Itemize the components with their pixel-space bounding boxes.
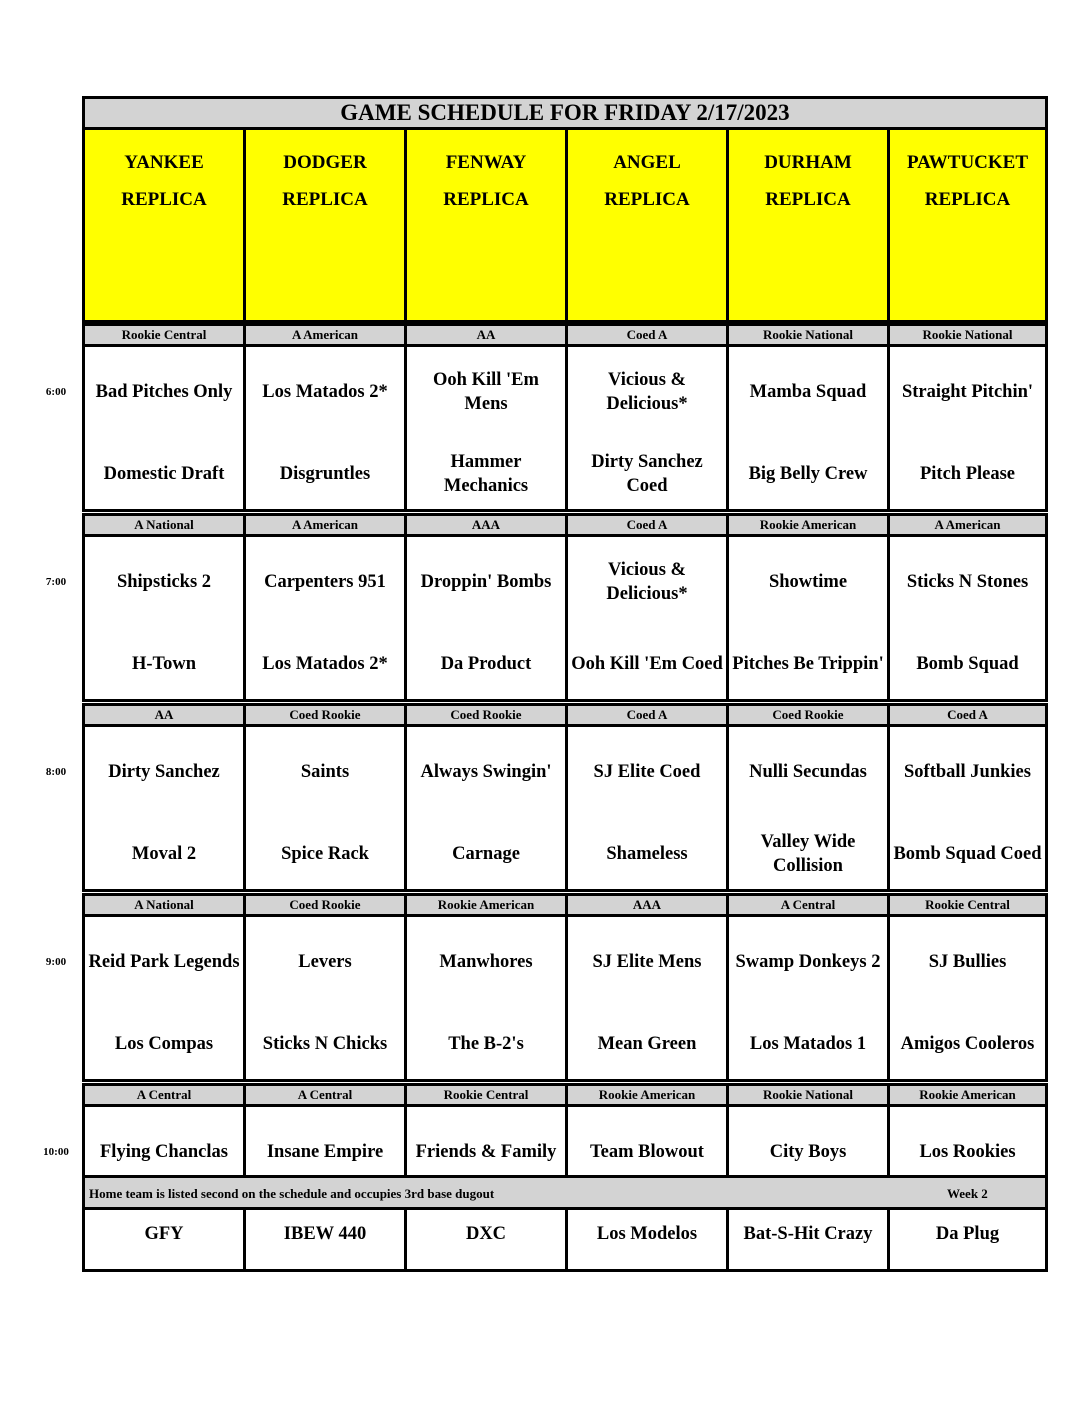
home-team [568, 1210, 726, 1258]
away-team [890, 1128, 1045, 1176]
away-team [246, 748, 404, 796]
team-name: SJ Elite Coed [593, 762, 701, 782]
division-label: A Central [82, 1083, 246, 1107]
away-team [407, 558, 565, 606]
home-team [246, 450, 404, 498]
field-header-row [82, 127, 1048, 323]
division-label: A American [243, 323, 407, 347]
away-team [407, 1128, 565, 1176]
game-cell [887, 724, 1048, 892]
away-team [729, 1128, 887, 1176]
home-team [729, 830, 887, 878]
game-cell [404, 344, 568, 512]
away-team [246, 368, 404, 416]
division-label: Coed A [565, 703, 729, 727]
game-cell [565, 724, 729, 892]
game-cell [565, 914, 729, 1082]
division-label: Rookie American [404, 893, 568, 917]
team-name: Flying Chanclas [100, 1142, 228, 1162]
team-name: Bad Pitches Only [95, 382, 233, 402]
away-team [246, 1128, 404, 1176]
home-team [890, 450, 1045, 498]
team-name: Shipsticks 2 [116, 572, 212, 592]
field-subtitle: REPLICA [765, 189, 851, 210]
team-name: Mean Green [597, 1034, 697, 1054]
team-name: Levers [298, 952, 352, 972]
game-cell [565, 344, 729, 512]
division-label: A American [243, 513, 407, 537]
team-name: Dirty Sanchez [108, 762, 220, 782]
game-cell [726, 344, 890, 512]
team-name: DXC [465, 1224, 507, 1244]
division-label: A National [82, 893, 246, 917]
team-name: Sticks N Chicks [262, 1034, 388, 1054]
home-team [246, 640, 404, 688]
away-team [85, 558, 243, 606]
team-name: Reid Park Legends [88, 952, 240, 972]
away-team [890, 368, 1045, 416]
home-team [407, 450, 565, 498]
away-team [890, 938, 1045, 986]
game-cell [82, 724, 246, 892]
away-team [246, 938, 404, 986]
time-label: 7:00 [45, 576, 67, 588]
away-team [407, 938, 565, 986]
away-team [85, 368, 243, 416]
game-cell [82, 344, 246, 512]
game-row [82, 914, 1048, 1082]
team-name: Nulli Secundas [749, 762, 867, 782]
game-cell [887, 914, 1048, 1082]
division-label: A Central [726, 893, 890, 917]
team-name: SJ Elite Mens [592, 952, 702, 972]
game-cell [243, 914, 407, 1082]
team-name: The B-2's [448, 1034, 524, 1054]
footer-note: Home team is listed second on the schedule and occupies 3rd base dugout [89, 1186, 495, 1201]
team-name: Insane Empire [266, 1142, 384, 1162]
team-name: Los Matados 2* [262, 382, 388, 402]
game-cell [243, 344, 407, 512]
team-name: Bomb Squad [916, 654, 1019, 674]
game-row [82, 534, 1048, 702]
team-name: Friends & Family [415, 1142, 557, 1162]
team-name: Swamp Donkeys 2 [735, 952, 881, 972]
team-name: Carnage [452, 844, 520, 864]
division-label: Coed Rookie [243, 893, 407, 917]
home-team [85, 1210, 243, 1258]
team-name: Valley Wide Collision [760, 832, 856, 876]
away-team [85, 748, 243, 796]
home-team [890, 1210, 1045, 1258]
field-name: PAWTUCKET [906, 152, 1029, 173]
field-subtitle: REPLICA [604, 189, 690, 210]
away-team [890, 748, 1045, 796]
division-label: A National [82, 513, 246, 537]
field-subtitle: REPLICA [443, 189, 529, 210]
team-name: Shameless [606, 844, 688, 864]
division-label: Rookie National [726, 323, 890, 347]
home-team [246, 830, 404, 878]
team-name: Pitch Please [919, 464, 1016, 484]
week-label: Week 2 [947, 1186, 988, 1201]
field-header-yankee [82, 127, 246, 323]
home-team [85, 830, 243, 878]
division-label: Coed A [887, 703, 1048, 727]
away-team [85, 938, 243, 986]
time-label: 8:00 [45, 766, 67, 778]
team-name: Los Matados 2* [262, 654, 388, 674]
division-label: Rookie Central [82, 323, 246, 347]
away-team [568, 1128, 726, 1176]
home-team [890, 640, 1045, 688]
field-header-fenway [404, 127, 568, 323]
away-team [407, 368, 565, 416]
field-name: YANKEE [124, 152, 204, 173]
team-name: Softball Junkies [904, 762, 1031, 782]
home-team [890, 830, 1045, 878]
home-team [729, 1210, 887, 1258]
home-team [890, 1020, 1045, 1068]
team-name: Team Blowout [590, 1142, 704, 1162]
away-team [890, 558, 1045, 606]
away-team [729, 748, 887, 796]
home-team [246, 1210, 404, 1258]
game-row [82, 724, 1048, 892]
game-cell [726, 534, 890, 702]
division-label: Coed A [565, 513, 729, 537]
team-name: H-Town [131, 654, 197, 674]
schedule-title: GAME SCHEDULE FOR FRIDAY 2/17/2023 [82, 96, 1048, 130]
division-label: Rookie American [726, 513, 890, 537]
team-name: GFY [144, 1224, 184, 1244]
game-cell [82, 534, 246, 702]
field-header-angel [565, 127, 729, 323]
game-cell [404, 914, 568, 1082]
team-name: Spice Rack [281, 844, 369, 864]
team-name: Straight Pitchin' [901, 382, 1034, 402]
team-name: Saints [300, 762, 350, 782]
field-name: DURHAM [764, 152, 852, 173]
away-team [85, 1128, 243, 1176]
time-label: 6:00 [45, 386, 67, 398]
team-name: Los Modelos [596, 1224, 698, 1244]
home-team [568, 830, 726, 878]
team-name: Da Product [440, 654, 532, 674]
team-name: Mamba Squad [749, 382, 867, 402]
team-name: IBEW 440 [283, 1224, 367, 1244]
division-label: AA [404, 323, 568, 347]
game-cell [726, 724, 890, 892]
home-team [729, 1020, 887, 1068]
game-cell [887, 344, 1048, 512]
team-name: City Boys [769, 1142, 847, 1162]
away-team [407, 748, 565, 796]
field-header-dodger [243, 127, 407, 323]
team-name: Droppin' Bombs [420, 572, 552, 592]
field-name: FENWAY [445, 152, 527, 173]
away-team [729, 938, 887, 986]
home-team [729, 640, 887, 688]
home-team [407, 1210, 565, 1258]
team-name: Ooh Kill 'Em Coed [571, 654, 723, 674]
division-label: AA [82, 703, 246, 727]
team-name: Big Belly Crew [748, 464, 868, 484]
home-team [407, 640, 565, 688]
team-name: Los Matados 1 [749, 1034, 867, 1054]
field-name: ANGEL [613, 152, 681, 173]
field-name: DODGER [283, 152, 367, 173]
team-name: Vicious & Delicious* [606, 560, 688, 604]
division-label: AAA [404, 513, 568, 537]
team-name: Los Compas [114, 1034, 214, 1054]
team-name: Domestic Draft [103, 464, 225, 484]
game-cell [404, 534, 568, 702]
division-label: Rookie National [726, 1083, 890, 1107]
division-label: Rookie American [565, 1083, 729, 1107]
home-team [729, 450, 887, 498]
home-team [85, 1020, 243, 1068]
division-label: AAA [565, 893, 729, 917]
game-cell [243, 724, 407, 892]
team-name: Amigos Cooleros [900, 1034, 1035, 1054]
home-team [246, 1020, 404, 1068]
team-name: Hammer Mechanics [443, 452, 529, 496]
field-subtitle: REPLICA [924, 189, 1011, 210]
division-label: A American [887, 513, 1048, 537]
division-label: Coed Rookie [726, 703, 890, 727]
game-cell [726, 914, 890, 1082]
division-label: A Central [243, 1083, 407, 1107]
away-team [568, 748, 726, 796]
game-cell [243, 534, 407, 702]
home-team [85, 640, 243, 688]
division-label: Coed A [565, 323, 729, 347]
away-team [246, 558, 404, 606]
field-subtitle: REPLICA [282, 189, 368, 210]
division-label: Coed Rookie [404, 703, 568, 727]
time-label: 9:00 [45, 956, 67, 968]
home-team [568, 640, 726, 688]
team-name: Pitches Be Trippin' [732, 654, 884, 674]
game-cell [82, 914, 246, 1082]
game-cell [887, 534, 1048, 702]
home-team [407, 830, 565, 878]
division-label: Coed Rookie [243, 703, 407, 727]
field-subtitle: REPLICA [121, 189, 207, 210]
home-team [407, 1020, 565, 1068]
division-label: Rookie National [887, 323, 1048, 347]
team-name: Los Rookies [919, 1142, 1016, 1162]
division-label: Rookie Central [887, 893, 1048, 917]
away-team [568, 938, 726, 986]
away-team [729, 368, 887, 416]
away-team [729, 558, 887, 606]
team-name: Always Swingin' [420, 762, 552, 782]
game-cell [404, 724, 568, 892]
field-header-pawtucket [887, 127, 1048, 323]
division-label: Rookie American [887, 1083, 1048, 1107]
schedule-footer [82, 1175, 1048, 1210]
team-name: Da Plug [935, 1224, 1000, 1244]
team-name: Moval 2 [131, 844, 197, 864]
away-team [568, 558, 726, 606]
team-name: Manwhores [439, 952, 533, 972]
division-label: Rookie Central [404, 1083, 568, 1107]
field-header-durham [726, 127, 890, 323]
home-team [568, 450, 726, 498]
game-row [82, 344, 1048, 512]
schedule-sheet [82, 96, 1048, 1244]
team-name: Dirty Sanchez Coed [591, 452, 703, 496]
team-name: Showtime [768, 572, 848, 592]
home-team [85, 450, 243, 498]
home-team [568, 1020, 726, 1068]
team-name: Ooh Kill 'Em Mens [433, 370, 539, 414]
team-name: Carpenters 951 [264, 572, 386, 592]
team-name: Vicious & Delicious* [606, 370, 688, 414]
away-team [568, 368, 726, 416]
team-name: SJ Bullies [928, 952, 1007, 972]
team-name: Bomb Squad Coed [893, 844, 1042, 864]
team-name: Bat-S-Hit Crazy [743, 1224, 873, 1244]
team-name: Sticks N Stones [906, 572, 1029, 592]
time-label: 10:00 [43, 1146, 69, 1158]
team-name: Disgruntles [279, 464, 371, 484]
game-cell [565, 534, 729, 702]
